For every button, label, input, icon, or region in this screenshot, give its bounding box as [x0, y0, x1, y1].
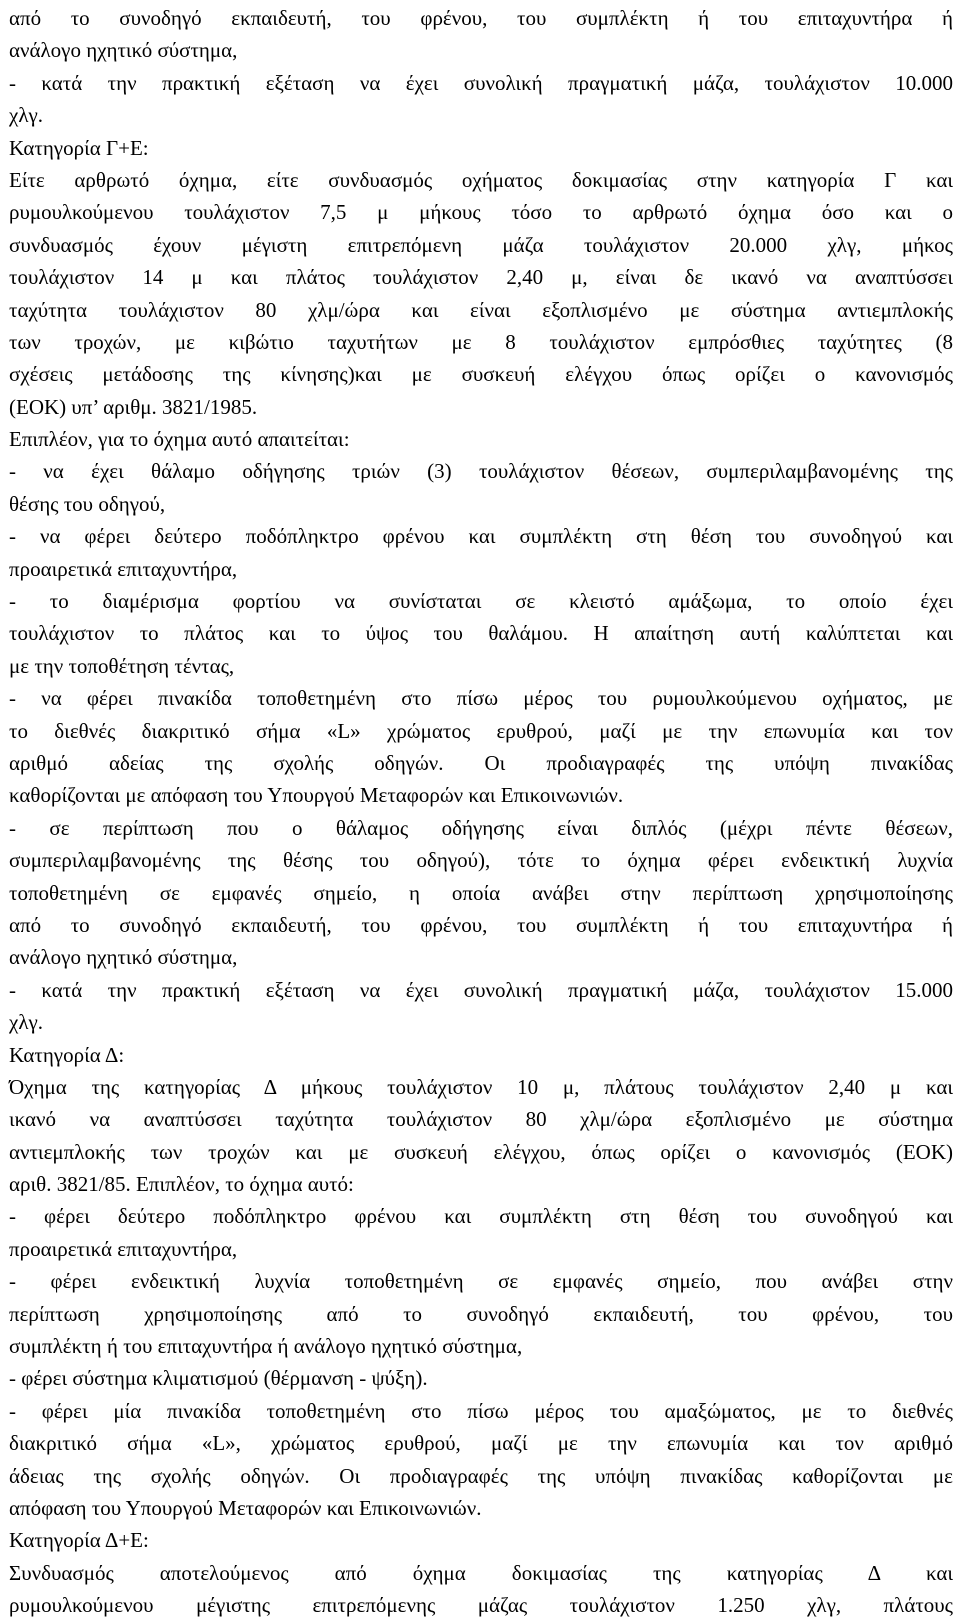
text-line: άδειας της σχολής οδηγών. Οι προδιαγραφές της υπόψη πινακίδας καθορίζονται με	[9, 1463, 953, 1488]
text-line: συμπλέκτη ή του επιταχυντήρα ή ανάλογο ηχητικό σύστημα,	[9, 1334, 523, 1359]
text-line: - φέρει ενδεικτική λυχνία τοποθετημένη σε εμφανές σημείο, που ανάβει στην	[9, 1269, 953, 1294]
text-line: τοποθετημένη σε εμφανές σημείο, η οποία ανάβει στην περίπτωση χρησιμοποίησης	[9, 880, 953, 905]
text-line: περίπτωση χρησιμοποίησης από το συνοδηγό εκπαιδευτή, του φρένου, του	[9, 1301, 953, 1326]
text-line: ταχύτητα τουλάχιστον 80 χλμ/ώρα και είναι εξοπλισμένο με σύστημα αντιεμπλοκής	[9, 297, 953, 322]
text-line: το διεθνές διακριτικό σήμα «L» χρώματος ερυθρού, μαζί με την επωνυμία και τον	[9, 718, 953, 743]
text-line: συνδυασμός έχουν μέγιστη επιτρεπόμενη μάζα τουλάχιστον 20.000 χλγ, μήκος	[9, 232, 953, 257]
text-line: αντιεμπλοκής των τροχών και με συσκευή ελέγχου, όπως ορίζει ο κανονισμός (ΕΟΚ)	[9, 1139, 953, 1164]
text-line: Κατηγορία Γ+Ε:	[9, 135, 149, 160]
text-line: Όχημα της κατηγορίας Δ μήκους τουλάχιστον 10 μ, πλάτους τουλάχιστον 2,40 μ και	[9, 1074, 953, 1099]
text-line: αριθμό αδείας της σχολής οδηγών. Οι προδιαγραφές της υπόψη πινακίδας	[9, 750, 953, 775]
text-line: σχέσεις μετάδοσης της κίνησης)και με συσκευή ελέγχου όπως ορίζει ο κανονισμός	[9, 362, 953, 387]
text-line: με την τοποθέτηση τέντας,	[9, 653, 235, 678]
text-line: από το συνοδηγό εκπαιδευτή, του φρένου, του συμπλέκτη ή του επιταχυντήρα ή	[9, 6, 953, 30]
text-line: Είτε αρθρωτό όχημα, είτε συνδυασμός οχήματος δοκιμασίας στην κατηγορία Γ και	[9, 167, 953, 192]
text-line: ανάλογο ηχητικό σύστημα,	[9, 38, 238, 63]
text-line: - φέρει σύστημα κλιματισμού (θέρμανση - ψύξη).	[9, 1366, 428, 1391]
text-line: - να έχει θάλαμο οδήγησης τριών (3) τουλάχιστον θέσεων, συμπεριλαμβανομένης της	[9, 459, 953, 484]
text-line: διακριτικό σήμα «L», χρώματος ερυθρού, μαζί με την επωνυμία και τον αριθμό	[9, 1431, 953, 1456]
text-line: - το διαμέρισμα φορτίου να συνίσταται σε κλειστό αμάξωμα, το οποίο έχει	[9, 589, 953, 614]
text-line: αριθ. 3821/85. Επιπλέον, το όχημα αυτό:	[9, 1172, 354, 1197]
text-line: ικανό να αναπτύσσει ταχύτητα τουλάχιστον 80 χλμ/ώρα εξοπλισμένο με σύστημα	[9, 1107, 953, 1132]
text-line: χλγ.	[9, 1010, 44, 1035]
text-line: - σε περίπτωση που ο θάλαμος οδήγησης είναι διπλός (μέχρι πέντε θέσεων,	[9, 815, 953, 840]
text-line: Επιπλέον, για το όχημα αυτό απαιτείται:	[9, 427, 350, 452]
text-line: απόφαση του Υπουργού Μεταφορών και Επικοινωνιών.	[9, 1495, 482, 1520]
text-line: συμπεριλαμβανομένης της θέσης του οδηγού), τότε το όχημα φέρει ενδεικτική λυχνία	[9, 848, 953, 873]
text-line: ανάλογο ηχητικό σύστημα,	[9, 945, 238, 970]
text-line: από το συνοδηγό εκπαιδευτή, του φρένου, του συμπλέκτη ή του επιταχυντήρα ή	[9, 912, 953, 937]
text-line: - να φέρει δεύτερο ποδόπληκτρο φρένου και συμπλέκτη στη θέση του συνοδηγού και	[9, 524, 953, 549]
text-line: θέσης του οδηγού,	[9, 491, 166, 516]
text-line: - να φέρει πινακίδα τοποθετημένη στο πίσω μέρος του ρυμουλκούμενου οχήματος, με	[9, 686, 953, 711]
text-line: χλγ.	[9, 103, 44, 128]
text-line: καθορίζονται με απόφαση του Υπουργού Μεταφορών και Επικοινωνιών.	[9, 783, 624, 808]
text-line: προαιρετικά επιταχυντήρα,	[9, 556, 238, 581]
text-line: τουλάχιστον 14 μ και πλάτος τουλάχιστον 2,40 μ, είναι δε ικανό να αναπτύσσει	[9, 265, 953, 290]
text-line: Κατηγορία Δ+Ε:	[9, 1528, 149, 1553]
text-line: Συνδυασμός αποτελούμενος από όχημα δοκιμασίας της κατηγορίας Δ και	[9, 1560, 953, 1585]
text-line: ρυμουλκούμενου μέγιστης επιτρεπόμενης μάζας τουλάχιστον 1.250 χλγ, πλάτους	[9, 1593, 953, 1618]
text-line: (ΕΟΚ) υπ’ αριθμ. 3821/1985.	[9, 394, 258, 419]
text-line: - φέρει μία πινακίδα τοποθετημένη στο πίσω μέρος του αμαξώματος, με το διεθνές	[9, 1398, 953, 1423]
text-line: τουλάχιστον το πλάτος και το ύψος του θαλάμου. Η απαίτηση αυτή καλύπτεται και	[9, 621, 953, 646]
text-line: Κατηγορία Δ:	[9, 1042, 125, 1067]
text-line: ρυμουλκούμενου τουλάχιστον 7,5 μ μήκους τόσο το αρθρωτό όχημα όσο και ο	[9, 200, 953, 225]
text-line: προαιρετικά επιταχυντήρα,	[9, 1236, 238, 1261]
text-line: - κατά την πρακτική εξέταση να έχει συνολική πραγματική μάζα, τουλάχιστον 15.000	[9, 977, 953, 1002]
text-line: των τροχών, με κιβώτιο ταχυτήτων με 8 τουλάχιστον εμπρόσθιες ταχύτητες (8	[9, 329, 953, 354]
text-line: - κατά την πρακτική εξέταση να έχει συνολική πραγματική μάζα, τουλάχιστον 10.000	[9, 70, 953, 95]
text-line: - φέρει δεύτερο ποδόπληκτρο φρένου και συμπλέκτη στη θέση του συνοδηγού και	[9, 1204, 953, 1229]
